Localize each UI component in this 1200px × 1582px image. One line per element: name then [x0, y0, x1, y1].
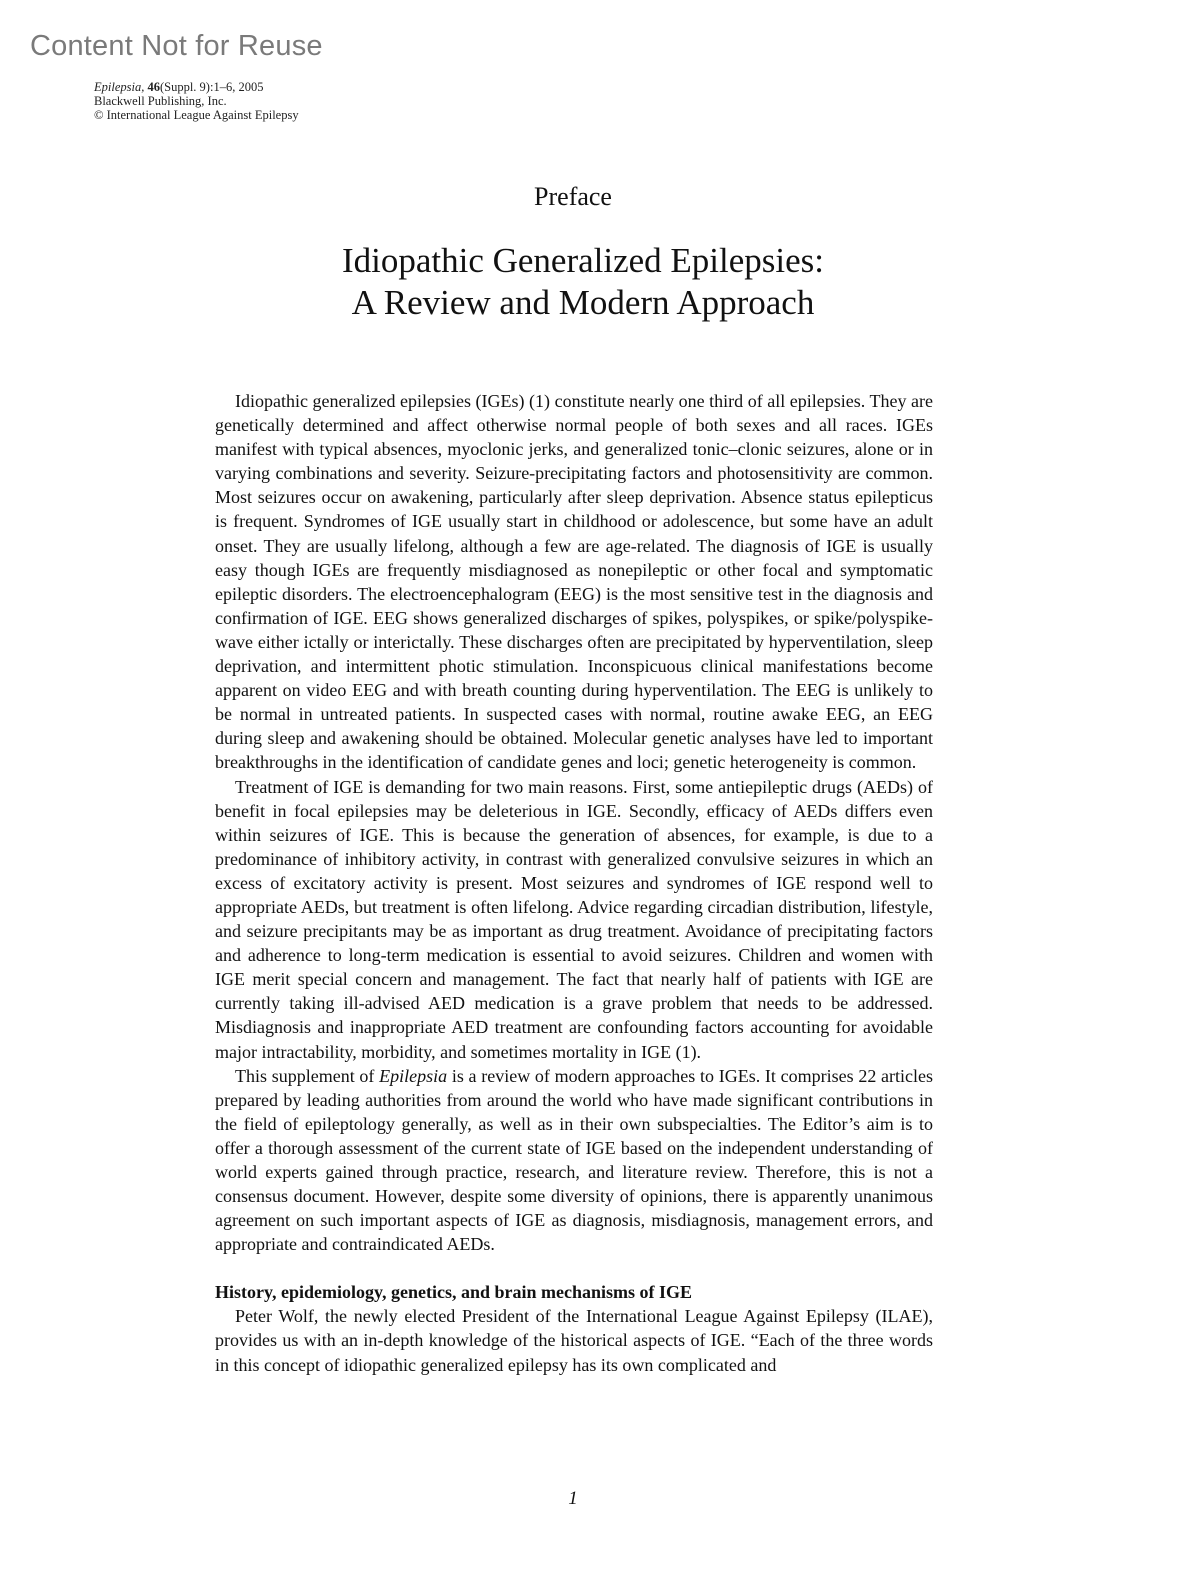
- section-heading: History, epidemiology, genetics, and brain mechanisms of IGE: [215, 1282, 693, 1303]
- page-number: 1: [568, 1488, 578, 1509]
- article-title: [0, 240, 1166, 324]
- paragraph-3-intro: This supplement of: [235, 1065, 380, 1086]
- journal-name-inline: Epilepsia: [379, 1065, 448, 1086]
- body-paragraph-4: Peter Wolf, the newly elected President of the International League Against Epilepsy (ILAE), provides us with an in-depth knowledge of the historical aspects of IGE. “Each of the three words in this concept of idiopathic generalized epilepsy has its own complicated and: [215, 1306, 933, 1375]
- journal-volume: 46: [147, 80, 160, 94]
- journal-issue-pages: (Suppl. 9):1–6, 2005: [159, 80, 264, 94]
- watermark-text: Content Not for Reuse: [30, 30, 323, 62]
- body-paragraph-3: [215, 1064, 933, 1257]
- body-paragraph-1: Idiopathic generalized epilepsies (IGEs) (1) constitute nearly one third of all epilepsies. They are genetically determined and affect otherwise normal people of both sexes and all races. IGEs manifest with typical absences, myoclonic jerks, and generalized tonic–clonic seizures, alone or in varying combinations and severity. Seizure-precipitating factors and photosensitivity are common. Most seizures occur on awakening, particularly after sleep deprivation. Absence status epilepticus is frequent. Syndromes of IGE usually start in childhood or adolescence, but some have an adult onset. They are usually lifelong, although a few are age-related. The diagnosis of IGE is usually easy though IGEs are frequently misdiagnosed as nonepileptic or other focal and symptomatic epileptic disorders. The electroencephalogram (EEG) is the most sensitive test in the diagnosis and confirmation of IGE. EEG shows generalized discharges of spikes, polyspikes, or spike/polyspike-wave either ictally or interictally. These discharges often are precipitated by hyperventilation, sleep deprivation, and intermittent photic stimulation. Inconspicuous clinical manifestations become apparent on video EEG and with breath counting during hyperventilation. The EEG is unlikely to be normal in untreated patients. In suspected cases with normal, routine awake EEG, an EEG during sleep and awakening should be obtained. Molecular genetic analyses have led to important breakthroughs in the identification of candidate genes and loci; genetic heterogeneity is common.: [215, 391, 933, 773]
- article-type-label: Preface: [534, 182, 612, 211]
- paragraph-3-rest: is a review of modern approaches to IGEs. It comprises 22 articles prepared by leading authorities from around the world who have made significant contributions in the field of epileptology generally, as well as in their own subspecialties. The Editor’s aim is to offer a thorough assessment of the current state of IGE based on the independent understanding of world experts gained through practice, research, and literature review. Therefore, this is not a consensus document. However, despite some diversity of opinions, there is apparently unanimous agreement on such important aspects of IGE as diagnosis, misdiagnosis, management errors, and appropriate and contraindicated AEDs.: [215, 1065, 933, 1255]
- journal-citation-line: [94, 80, 299, 94]
- copyright-line: © International League Against Epilepsy: [94, 108, 299, 122]
- publisher-line: Blackwell Publishing, Inc.: [94, 94, 227, 108]
- journal-name: Epilepsia,: [94, 80, 145, 94]
- article-title-line-2: A Review and Modern Approach: [351, 283, 815, 322]
- body-paragraph-2: Treatment of IGE is demanding for two main reasons. First, some antiepileptic drugs (AEDs) of benefit in focal epilepsies may be deleterious in IGE. Secondly, efficacy of AEDs differs even within seizures of IGE. This is because the generation of absences, for example, is due to a predominance of inhibitory activity, in contrast with generalized convulsive seizures in which an excess of excitatory activity is present. Most seizures and syndromes of IGE respond well to appropriate AEDs, but treatment is often lifelong. Advice regarding circadian distribution, lifestyle, and seizure precipitants may be as important as drug treatment. Avoidance of precipitating factors and adherence to long-term medication is essential to avoid seizures. Children and women with IGE merit special concern and management. The fact that nearly half of patients with IGE are currently taking ill-advised AED medication is a grave problem that needs to be addressed. Misdiagnosis and inappropriate AED treatment are confounding factors accounting for avoidable major intractability, morbidity, and sometimes mortality in IGE (1).: [215, 776, 933, 1062]
- journal-citation: [94, 80, 299, 122]
- article-body: [215, 389, 933, 1377]
- article-title-line-1: Idiopathic Generalized Epilepsies:: [341, 241, 825, 280]
